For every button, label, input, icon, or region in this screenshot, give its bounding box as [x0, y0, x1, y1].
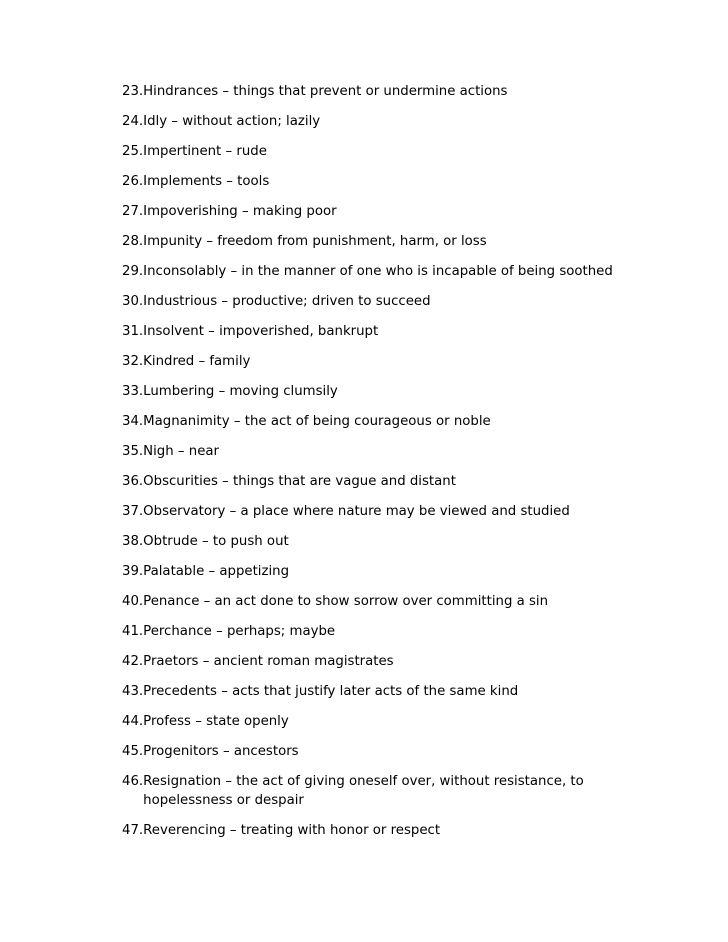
entry-separator: – — [225, 504, 241, 519]
entry-term: Kindred — [143, 354, 195, 369]
entry-definition: a place where nature may be viewed and studied — [240, 504, 570, 519]
entry-text — [143, 472, 622, 491]
entry-text — [143, 292, 622, 311]
entry-term: Impoverishing — [143, 204, 238, 219]
entry-definition: treating with honor or respect — [240, 823, 441, 838]
entry-definition: tools — [237, 174, 270, 189]
vocabulary-entry — [122, 821, 622, 840]
entry-separator: – — [218, 84, 234, 99]
entry-term: Impunity — [143, 234, 203, 249]
entry-definition: appetizing — [219, 564, 290, 579]
entry-separator: – — [226, 264, 242, 279]
vocabulary-entry — [122, 592, 622, 611]
entry-text — [143, 352, 622, 371]
entry-number: 29. — [122, 264, 144, 279]
vocabulary-entry — [122, 562, 622, 581]
entry-number: 38. — [122, 534, 144, 549]
entry-term: Perchance — [143, 624, 212, 639]
entry-text — [143, 652, 622, 671]
entry-separator: – — [217, 474, 234, 489]
entry-number: 45. — [122, 744, 144, 759]
vocabulary-entry — [122, 352, 622, 371]
entry-term: Obtrude — [143, 534, 198, 549]
entry-text — [143, 202, 622, 221]
entry-definition: making poor — [252, 204, 337, 219]
entry-text — [143, 772, 622, 810]
vocabulary-entry — [122, 532, 622, 551]
vocabulary-entry — [122, 322, 622, 341]
vocabulary-entry — [122, 652, 622, 671]
vocabulary-entry — [122, 202, 622, 221]
entry-term: Hindrances — [143, 84, 219, 99]
entry-separator: – — [221, 144, 237, 159]
entry-term: Obscurities — [143, 474, 218, 489]
entry-number: 44. — [122, 714, 144, 729]
entry-number: 34. — [122, 414, 144, 429]
entry-number: 35. — [122, 444, 144, 459]
entry-number: 27. — [122, 204, 144, 219]
entry-text — [143, 82, 622, 101]
vocabulary-entry — [122, 742, 622, 761]
entry-number: 39. — [122, 564, 144, 579]
entry-term: Palatable — [143, 564, 205, 579]
entry-term: Precedents — [143, 684, 217, 699]
entry-term: Resignation — [143, 774, 222, 789]
vocabulary-entry — [122, 502, 622, 521]
entry-term: Inconsolably — [143, 264, 227, 279]
entry-number: 47. — [122, 823, 144, 838]
entry-text — [143, 562, 622, 581]
entry-text — [143, 112, 622, 131]
entry-separator: – — [190, 714, 207, 729]
entry-number: 46. — [122, 774, 144, 789]
entry-text — [143, 712, 622, 731]
vocabulary-entry — [122, 472, 622, 491]
entry-number: 36. — [122, 474, 144, 489]
entry-text — [143, 172, 622, 191]
entry-text — [143, 682, 622, 701]
entry-term: Industrious — [143, 294, 218, 309]
entry-definition: things that prevent or undermine actions — [233, 84, 508, 99]
entry-text — [143, 742, 622, 761]
vocabulary-entry — [122, 412, 622, 431]
entry-separator: – — [225, 823, 241, 838]
entry-number: 31. — [122, 324, 144, 339]
entry-number: 28. — [122, 234, 144, 249]
entry-definition: the act of being courageous or noble — [244, 414, 491, 429]
entry-separator: – — [203, 324, 220, 339]
entry-definition: in the manner of one who is incapable of being soothed — [241, 264, 613, 279]
entry-term: Magnanimity — [143, 414, 230, 429]
entry-separator: – — [199, 594, 215, 609]
vocabulary-entry — [122, 232, 622, 251]
entry-text — [143, 821, 622, 840]
entry-definition: rude — [236, 144, 267, 159]
entry-term: Impertinent — [143, 144, 222, 159]
entry-text — [143, 232, 622, 251]
entry-definition: family — [209, 354, 251, 369]
entry-definition: near — [188, 444, 220, 459]
entry-text — [143, 592, 622, 611]
entry-separator: – — [216, 684, 233, 699]
entry-definition: moving clumsily — [229, 384, 338, 399]
entry-number: 37. — [122, 504, 144, 519]
entry-text — [143, 322, 622, 341]
entry-separator: – — [197, 534, 213, 549]
entry-definition: acts that justify later acts of the same kind — [232, 684, 519, 699]
entry-text — [143, 412, 622, 431]
entry-term: Penance — [143, 594, 200, 609]
vocabulary-entry — [122, 682, 622, 701]
vocabulary-entry — [122, 172, 622, 191]
entry-definition: state openly — [206, 714, 289, 729]
vocabulary-entry — [122, 262, 622, 281]
entry-number: 42. — [122, 654, 144, 669]
vocabulary-entry — [122, 712, 622, 731]
vocabulary-entry — [122, 142, 622, 161]
entry-definition: impoverished, bankrupt — [219, 324, 379, 339]
vocabulary-entry — [122, 382, 622, 401]
entry-definition: without action; lazily — [182, 114, 321, 129]
entry-separator: – — [173, 444, 189, 459]
entry-definition: productive; driven to succeed — [232, 294, 431, 309]
entry-definition: an act done to show sorrow over committing a sin — [214, 594, 549, 609]
entry-number: 24. — [122, 114, 144, 129]
entry-separator: – — [218, 744, 234, 759]
entry-definition: freedom from punishment, harm, or loss — [217, 234, 487, 249]
entry-number: 33. — [122, 384, 144, 399]
entry-text — [143, 532, 622, 551]
entry-term: Praetors — [143, 654, 199, 669]
entry-text — [143, 622, 622, 641]
entry-number: 43. — [122, 684, 144, 699]
entry-term: Nigh — [143, 444, 174, 459]
entry-number: 23. — [122, 84, 144, 99]
entry-number: 32. — [122, 354, 144, 369]
vocabulary-list — [122, 82, 622, 851]
entry-separator: – — [167, 114, 183, 129]
entry-definition: ancient roman magistrates — [213, 654, 394, 669]
entry-number: 41. — [122, 624, 144, 639]
entry-number: 40. — [122, 594, 144, 609]
entry-definition: things that are vague and distant — [233, 474, 456, 489]
entry-term: Insolvent — [143, 324, 204, 339]
entry-definition: to push out — [212, 534, 289, 549]
entry-separator: – — [202, 234, 218, 249]
entry-text — [143, 382, 622, 401]
entry-text — [143, 502, 622, 521]
entry-separator: – — [237, 204, 253, 219]
entry-term: Progenitors — [143, 744, 219, 759]
entry-text — [143, 262, 622, 281]
entry-term: Observatory — [143, 504, 226, 519]
entry-term: Implements — [143, 174, 223, 189]
entry-separator: – — [222, 174, 238, 189]
vocabulary-entry — [122, 292, 622, 311]
entry-term: Profess — [143, 714, 191, 729]
entry-term: Lumbering — [143, 384, 215, 399]
entry-term: Idly — [143, 114, 168, 129]
entry-separator: – — [194, 354, 210, 369]
entry-separator: – — [214, 384, 230, 399]
vocabulary-entry — [122, 112, 622, 131]
entry-text — [143, 442, 622, 461]
entry-number: 30. — [122, 294, 144, 309]
vocabulary-entry — [122, 82, 622, 101]
vocabulary-entry — [122, 622, 622, 641]
entry-separator: – — [217, 294, 233, 309]
vocabulary-entry — [122, 442, 622, 461]
entry-separator: – — [221, 774, 237, 789]
entry-definition: the act of giving oneself over, without resistance, to hopelessness or despair — [143, 774, 584, 808]
entry-text — [143, 142, 622, 161]
entry-term: Reverencing — [143, 823, 226, 838]
entry-definition: ancestors — [233, 744, 299, 759]
entry-separator: – — [229, 414, 245, 429]
entry-number: 25. — [122, 144, 144, 159]
entry-separator: – — [211, 624, 227, 639]
entry-definition: perhaps; maybe — [226, 624, 336, 639]
vocabulary-entry — [122, 772, 622, 810]
entry-separator: – — [204, 564, 220, 579]
entry-separator: – — [198, 654, 214, 669]
entry-number: 26. — [122, 174, 144, 189]
